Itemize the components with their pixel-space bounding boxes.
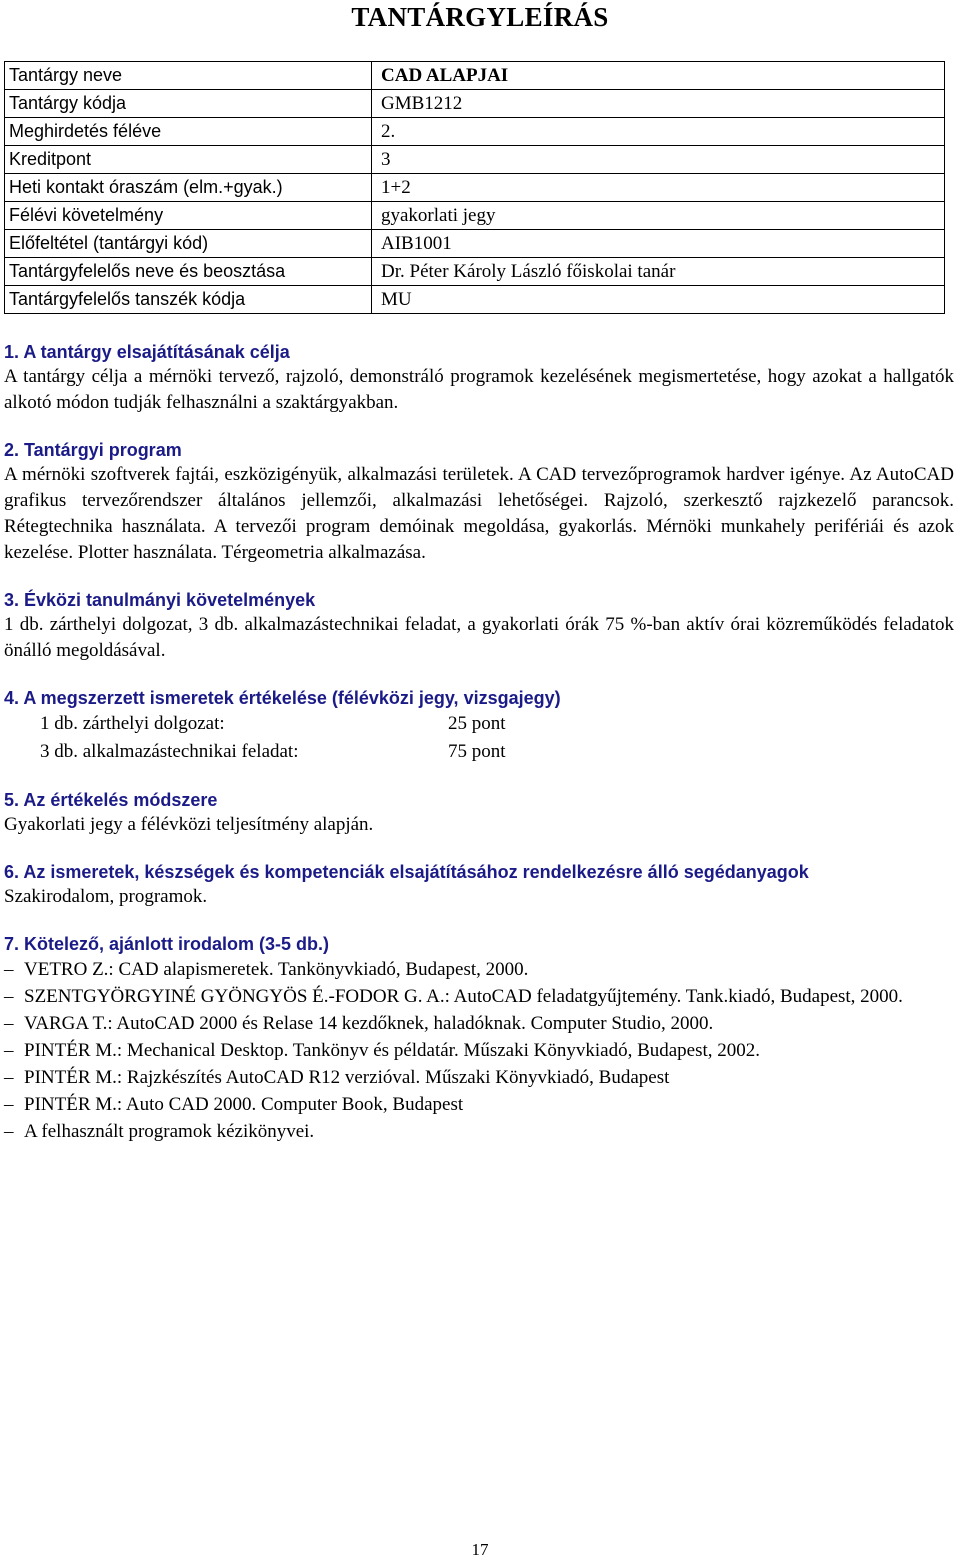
reference-list: [4, 956, 954, 1145]
row-value: 1+2: [372, 174, 945, 202]
table-row: [5, 286, 945, 314]
section-literature: [4, 932, 954, 1145]
page-title: TANTÁRGYLEÍRÁS: [351, 2, 609, 32]
list-item: [4, 1091, 954, 1118]
section-materials: [4, 860, 954, 910]
row-label: Meghirdetés féléve: [5, 118, 372, 146]
course-info-table: [4, 61, 945, 314]
section-text: A mérnöki szoftverek fajtái, eszközigényük, alkalmazási területek. A CAD tervezőprogramok hardver igénye. Az AutoCAD grafikus tervezőrendszer általános jellemzői, alkalmazási lehetőségei. Rajzoló, szerkesztő rajzkezelő parancsok. Rétegtechnika használata. A tervezői program demóinak megoldása, gyakorlás. Mérnöki munkahely perifériái és azok kezelése. Plotter használata. Térgeometria alkalmazása.: [4, 464, 954, 563]
dash-bullet: –: [4, 986, 14, 1007]
table-row: [5, 62, 945, 90]
row-label: Kreditpont: [5, 146, 372, 174]
list-item: [4, 983, 954, 1010]
row-label: Heti kontakt óraszám (elm.+gyak.): [5, 174, 372, 202]
dash-bullet: –: [4, 1094, 14, 1115]
row-label: Tantárgy kódja: [5, 90, 372, 118]
section-text: Gyakorlati jegy a félévközi teljesítmény alapján.: [4, 814, 374, 835]
reference-text: PINTÉR M.: Mechanical Desktop. Tankönyv és példatár. Műszaki Könyvkiadó, Budapest, 2002.: [24, 1040, 761, 1061]
row-value: MU: [372, 286, 945, 314]
evaluation-row: [4, 710, 954, 738]
dash-bullet: –: [4, 1067, 14, 1088]
dash-bullet: –: [4, 959, 14, 980]
dash-bullet: –: [4, 1040, 14, 1061]
row-label: Előfeltétel (tantárgyi kód): [5, 230, 372, 258]
reference-text: PINTÉR M.: Auto CAD 2000. Computer Book, Budapest: [24, 1094, 464, 1115]
row-value: gyakorlati jegy: [372, 202, 945, 230]
table-row: [5, 146, 945, 174]
section-heading: 2. Tantárgyi program: [4, 440, 182, 460]
row-label: Tantárgyfelelős tanszék kódja: [5, 286, 372, 314]
table-row: [5, 258, 945, 286]
row-label: Tantárgyfelelős neve és beosztása: [5, 258, 372, 286]
list-item: [4, 1118, 954, 1145]
reference-text: VETRO Z.: CAD alapismeretek. Tankönyvkiadó, Budapest, 2000.: [24, 959, 529, 980]
evaluation-label: 1 db. zárthelyi dolgozat:: [40, 713, 225, 734]
list-item: [4, 1064, 954, 1091]
section-program: [4, 438, 954, 566]
row-value: CAD ALAPJAI: [372, 62, 945, 90]
table-row: [5, 90, 945, 118]
table-row: [5, 202, 945, 230]
section-heading: 4. A megszerzett ismeretek értékelése (félévközi jegy, vizsgajegy): [4, 688, 561, 708]
row-label: Félévi követelmény: [5, 202, 372, 230]
reference-text: VARGA T.: AutoCAD 2000 és Relase 14 kezdőknek, haladóknak. Computer Studio, 2000.: [24, 1013, 714, 1034]
row-value: 3: [372, 146, 945, 174]
section-requirements: [4, 588, 954, 664]
section-heading: 1. A tantárgy elsajátításának célja: [4, 342, 290, 362]
page-number: 17: [471, 1540, 489, 1559]
evaluation-points: 25 pont: [448, 713, 506, 734]
row-value: 2.: [372, 118, 945, 146]
table-row: [5, 118, 945, 146]
evaluation-points: 75 pont: [448, 741, 506, 762]
row-label: Tantárgy neve: [5, 62, 372, 90]
reference-text: PINTÉR M.: Rajzkészítés AutoCAD R12 verzióval. Műszaki Könyvkiadó, Budapest: [24, 1067, 670, 1088]
section-text: A tantárgy célja a mérnöki tervező, rajzoló, demonstráló programok kezelésének megismertetése, hogy azokat a hallgatók alkotó módon tudják felhasználni a szaktárgyakban.: [4, 366, 954, 413]
section-method: [4, 788, 954, 838]
row-value: Dr. Péter Károly László főiskolai tanár: [372, 258, 945, 286]
evaluation-row: [4, 738, 954, 766]
section-heading: 3. Évközi tanulmányi követelmények: [4, 590, 316, 610]
section-heading: 7. Kötelező, ajánlott irodalom (3-5 db.): [4, 934, 330, 954]
section-evaluation: [4, 686, 954, 766]
dash-bullet: –: [4, 1013, 14, 1034]
reference-text: A felhasznált programok kézikönyvei.: [24, 1121, 315, 1142]
list-item: [4, 1037, 954, 1064]
dash-bullet: –: [4, 1121, 14, 1142]
evaluation-label: 3 db. alkalmazástechnikai feladat:: [40, 741, 299, 762]
list-item: [4, 1010, 954, 1037]
section-text: 1 db. zárthelyi dolgozat, 3 db. alkalmazástechnikai feladat, a gyakorlati órák 75 %-ban aktív órai közreműködés feladatok önálló megoldásával.: [4, 614, 954, 661]
section-goal: [4, 340, 954, 416]
document-body: [4, 340, 954, 1167]
table-row: [5, 174, 945, 202]
section-heading: 6. Az ismeretek, készségek és kompetenciák elsajátításához rendelkezésre álló segédanyagok: [4, 862, 809, 882]
section-text: Szakirodalom, programok.: [4, 886, 208, 907]
row-value: GMB1212: [372, 90, 945, 118]
section-heading: 5. Az értékelés módszere: [4, 790, 218, 810]
list-item: [4, 956, 954, 983]
row-value: AIB1001: [372, 230, 945, 258]
reference-text: SZENTGYÖRGYINÉ GYÖNGYÖS É.-FODOR G. A.: AutoCAD feladatgyűjtemény. Tank.kiadó, Budapest, 2000.: [24, 986, 903, 1007]
table-row: [5, 230, 945, 258]
